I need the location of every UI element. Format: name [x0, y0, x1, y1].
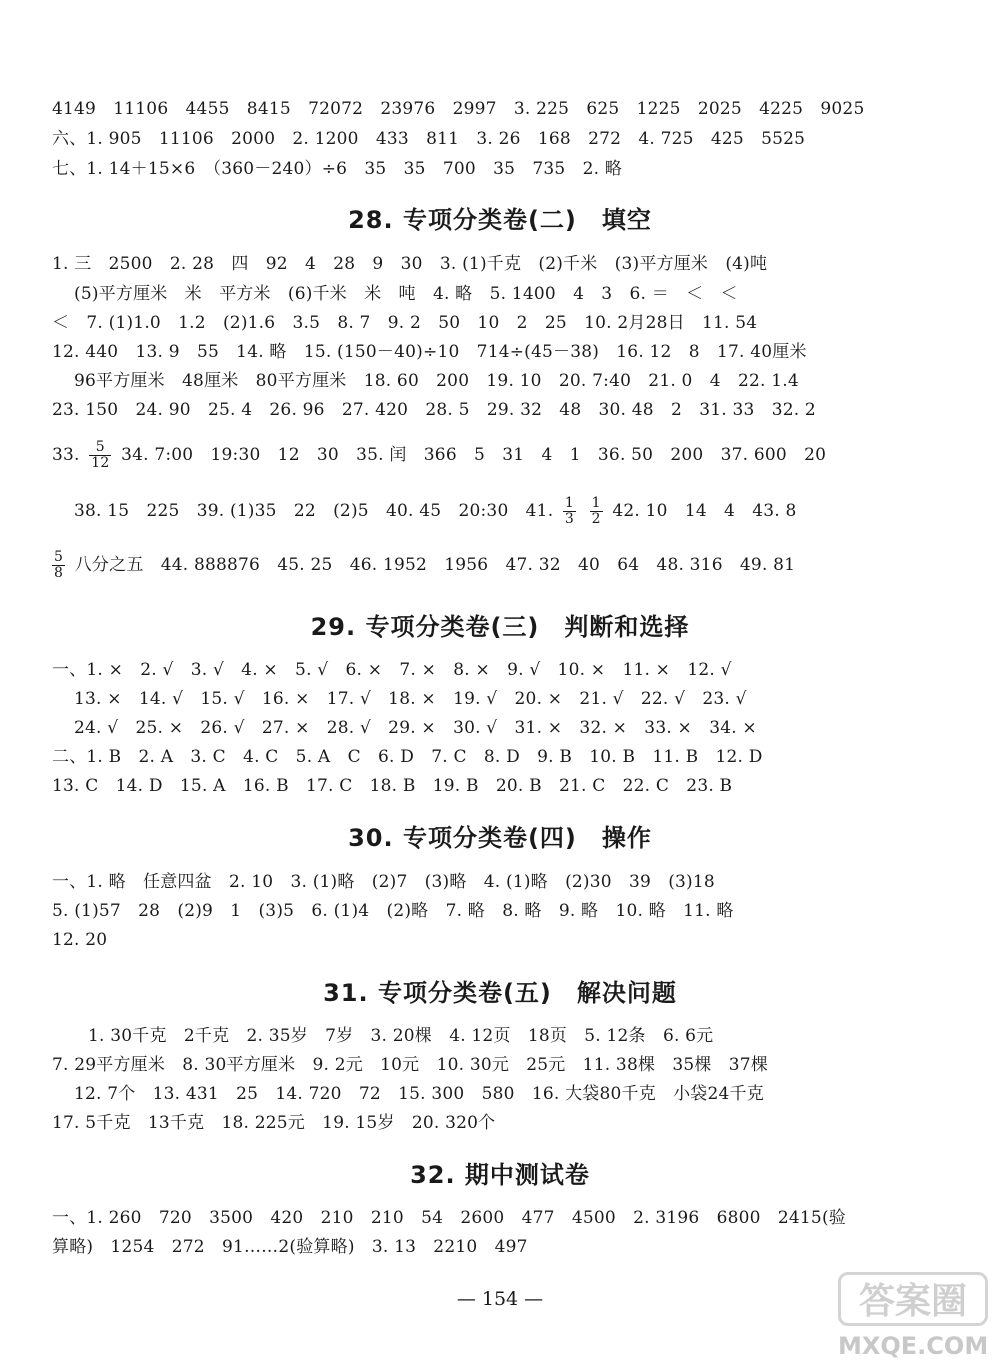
- answer-text: 42. 10 14 4 43. 8: [612, 501, 797, 521]
- answer-line: 17. 5千克 13千克 18. 225元 19. 15岁 20. 320个: [52, 1113, 496, 1133]
- answer-line: 一、1. × 2. √ 3. √ 4. × 5. √ 6. × 7. × 8. × 9. √ 10. × 11. × 12. √: [52, 660, 732, 680]
- answer-line: 13. C 14. D 15. A 16. B 17. C 18. B 19. B 20. B 21. C 22. C 23. B: [52, 776, 733, 796]
- watermark-logo-text: 答案圈: [838, 1272, 988, 1326]
- answer-line: 1. 30千克 2千克 2. 35岁 7岁 3. 20棵 4. 12页 18页 5. 12条 6. 6元: [88, 1026, 714, 1046]
- fraction: $\frac{1}{3}$: [564, 495, 575, 527]
- answer-line: 七、1. 14＋15×6 （360－240）÷6 35 35 700 35 735 2. 略: [52, 159, 623, 179]
- answer-line: 7. 29平方厘米 8. 30平方厘米 9. 2元 10元 10. 30元 25元 11. 38棵 35棵 37棵: [52, 1055, 769, 1075]
- answer-text: 34. 7:00 19:30 12 30 35. 闰 366 5 31 4 1 36. 50 200 37. 600 20: [121, 445, 827, 465]
- section-title: 28. 专项分类卷(二) 填空: [348, 206, 652, 234]
- answer-line: 4149 11106 4455 8415 72072 23976 2997 3. 225 625 1225 2025 4225 9025: [52, 99, 865, 119]
- answer-line: 13. × 14. √ 15. √ 16. × 17. √ 18. × 19. √ 20. × 21. √ 22. √ 23. √: [74, 689, 747, 709]
- watermark-url: MXQE.COM: [838, 1332, 989, 1360]
- fraction: $\frac{5}{12}$: [91, 439, 110, 471]
- watermark-logo: [838, 1272, 988, 1358]
- answer-line: 一、1. 260 720 3500 420 210 210 54 2600 477 4500 2. 3196 6800 2415(验: [52, 1208, 846, 1228]
- answer-line: 二、1. B 2. A 3. C 4. C 5. A C 6. D 7. C 8. D 9. B 10. B 11. B 12. D: [52, 747, 763, 767]
- answer-line: 12. 20: [52, 930, 108, 950]
- answer-line: 5. (1)57 28 (2)9 1 (3)5 6. (1)4 (2)略 7. 略 8. 略 9. 略 10. 略 11. 略: [52, 901, 734, 921]
- answer-line: 一、1. 略 任意四盆 2. 10 3. (1)略 (2)7 (3)略 4. (1)略 (2)30 39 (3)18: [52, 872, 715, 892]
- answer-text: 38. 15 225 39. (1)35 22 (2)5 40. 45 20:30 41.: [74, 501, 554, 521]
- fraction: $\frac{1}{2}$: [591, 495, 601, 527]
- answer-line: [52, 550, 795, 581]
- fraction: $\frac{5}{8}$: [54, 549, 64, 581]
- section-title: 30. 专项分类卷(四) 操作: [348, 824, 652, 852]
- answer-line: 六、1. 905 11106 2000 2. 1200 433 811 3. 26 168 272 4. 725 425 5525: [52, 129, 806, 149]
- answer-line: 24. √ 25. × 26. √ 27. × 28. √ 29. × 30. √ 31. × 32. × 33. × 34. ×: [74, 718, 757, 738]
- answer-line: 96平方厘米 48厘米 80平方厘米 18. 60 200 19. 10 20. 7:40 21. 0 4 22. 1.4: [74, 371, 799, 391]
- answer-line: [52, 440, 826, 471]
- answer-line: 23. 150 24. 90 25. 4 26. 96 27. 420 28. 5 29. 32 48 30. 48 2 31. 33 32. 2: [52, 400, 816, 420]
- answer-line: 1. 三 2500 2. 28 四 92 4 28 9 30 3. (1)千克 (2)千米 (3)平方厘米 (4)吨: [52, 254, 768, 274]
- answer-text: 33.: [52, 445, 80, 465]
- answer-line: (5)平方厘米 米 平方米 (6)千米 米 吨 4. 略 5. 1400 4 3 6. ＝ ＜ ＜: [74, 284, 738, 304]
- answer-line: 算略) 1254 272 91……2(验算略) 3. 13 2210 497: [52, 1237, 528, 1257]
- answer-line: 12. 7个 13. 431 25 14. 720 72 15. 300 580 16. 大袋80千克 小袋24千克: [74, 1084, 764, 1104]
- answer-line: ＜ 7. (1)1.0 1.2 (2)1.6 3.5 8. 7 9. 2 50 10 2 25 10. 2月28日 11. 54: [52, 313, 758, 333]
- answer-line: [74, 496, 797, 527]
- section-title: 29. 专项分类卷(三) 判断和选择: [310, 613, 690, 641]
- page-number: — 154 —: [456, 1288, 544, 1310]
- answer-text: 八分之五 44. 888876 45. 25 46. 1952 1956 47. 32 40 64 48. 316 49. 81: [74, 555, 796, 575]
- section-title: 32. 期中测试卷: [410, 1161, 590, 1189]
- section-title: 31. 专项分类卷(五) 解决问题: [323, 979, 677, 1007]
- answer-line: 12. 440 13. 9 55 14. 略 15. (150－40)÷10 714÷(45－38) 16. 12 8 17. 40厘米: [52, 342, 807, 362]
